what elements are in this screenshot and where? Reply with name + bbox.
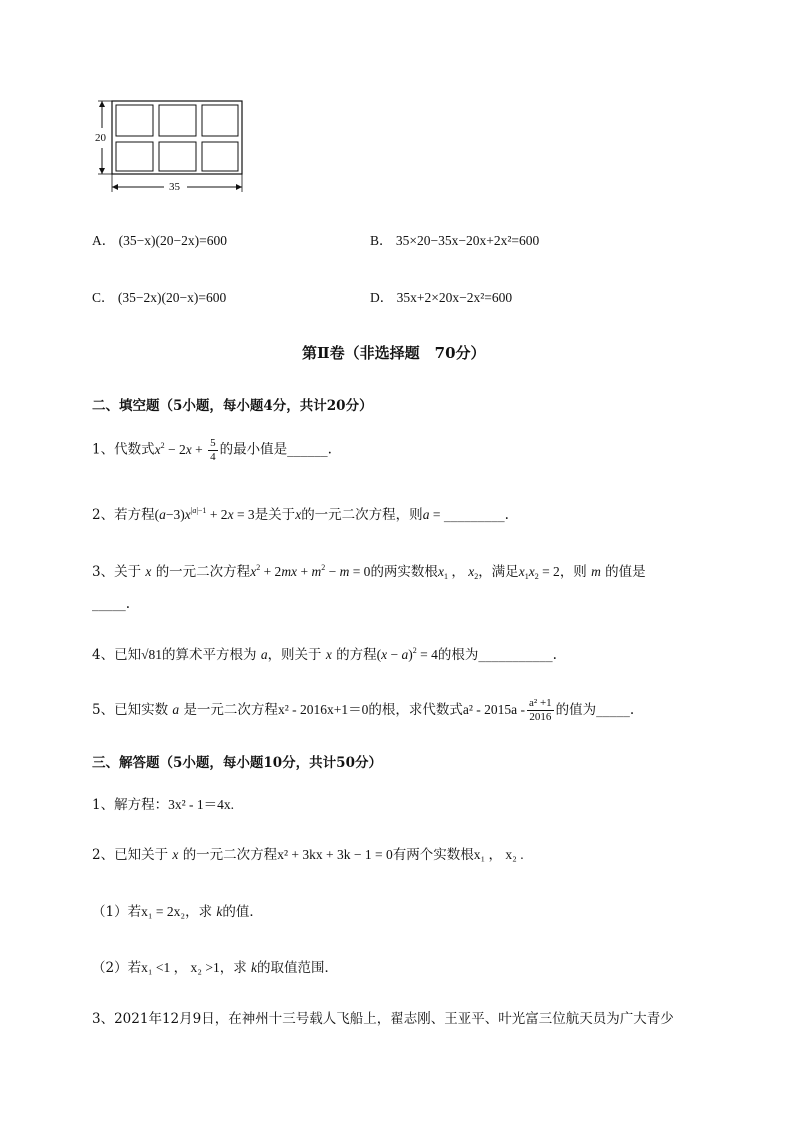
solve-q2-part2-k: k: [251, 960, 258, 975]
solve-q2: 2、已知关于 x 的一元二次方程x² + 3kx + 3k − 1 = 0有两个实数根x₁ ， x₂ .: [92, 847, 524, 863]
solve-q1: [92, 793, 234, 813]
option-a-expr: (35−x)(20−2x)=600: [118, 233, 227, 248]
section3-heading: 三、解答题（5小题，每小题10分，共计50分）: [92, 755, 382, 771]
figure-height-label: 20: [95, 132, 106, 144]
fill-q5-end: .: [629, 702, 635, 718]
fill-q4-mid3: 的方程: [336, 647, 377, 663]
fill-q5-mid: 是一元二次方程: [183, 702, 278, 718]
option-d-expr: 35x+2×20x−2x²=600: [396, 290, 513, 305]
solve-q2-part1-mid: ，求: [185, 904, 213, 920]
fill-q3-mid3: ，满足: [478, 564, 519, 580]
fill-q3-mid: 的一元二次方程: [155, 564, 251, 580]
fill-q2-prefix: 2、若方程: [92, 507, 155, 523]
solve-q2-part1-cond: x₁ = 2x₂: [141, 904, 186, 919]
solve-q2-mid: 的一元二次方程: [182, 847, 278, 863]
fill-q1-suffix: 的最小值是: [219, 441, 288, 458]
fill-q3-mid4: ，则: [559, 564, 587, 580]
fill-q3-end: .: [125, 596, 131, 612]
fill-q2: [92, 503, 509, 523]
option-a[interactable]: [92, 229, 227, 249]
fill-q3-equation: $x^2 + 2mx + m^2 - m = 0$: [250, 563, 371, 579]
solve-q2-part2-end: 的取值范围．: [257, 960, 339, 976]
solve-q1-equation: 3x² - 1＝4x.: [168, 797, 235, 812]
option-a-letter: A．: [92, 233, 116, 248]
fill-q5-mid2: 的根，求代数式: [368, 702, 463, 718]
fill-q3-cond: $x_1x_2 = 2$: [518, 564, 560, 581]
option-b-expr: 35×20−35x−20x+2x²=600: [395, 233, 540, 248]
fill-q2-equation: $(a-3)x^{|a|-1} + 2x = 3$: [154, 506, 255, 522]
solve-q2-part2-cond: x₁ <1 ， x₂ >1: [141, 960, 220, 975]
solve-q2-part1-prefix: （1）若: [92, 904, 142, 920]
fill-q4: 4、已知√81的算术平方根为 a，则关于 x 的方程$(x - a)^2 = 4$的根为___________.: [92, 646, 557, 663]
solve-q2-mid2: 有两个实数根: [392, 847, 474, 863]
fill-q2-mid: 是关于: [254, 507, 296, 523]
fill-q5-fraction: $\frac{\text{a² +1}}{2016}$: [529, 697, 552, 723]
fill-q1-prefix: 1、代数式: [92, 441, 155, 458]
solve-q2-part1: [92, 900, 263, 920]
fill-q2-a-eq: a =: [422, 507, 444, 522]
solve-q2-part1-end: 的值．: [222, 904, 263, 920]
solve-q3: 3、2021年12月9日，在神州十三号载人飞船上，翟志刚、王亚平、叶光富三位航天员为广大青少: [92, 1011, 674, 1027]
fill-q3-mid5: 的值是: [605, 564, 646, 580]
solve-q2-part1-k: k: [216, 904, 223, 919]
fill-q2-blank[interactable]: _________: [443, 507, 505, 523]
fill-q1: [92, 437, 332, 464]
part2-title: 第Ⅱ卷（非选择题 70分）: [302, 344, 486, 362]
fill-q5: 5、已知实数 a 是一元二次方程x² - 2016x+1＝0的根，求代数式a² - 2015a - $\frac{\text{a² +1}}{2016}$ 的值为_____.: [92, 697, 635, 723]
option-d[interactable]: [370, 286, 512, 306]
section2-heading: 二、填空题（5小题，每小题4分，共计20分）: [92, 398, 373, 414]
fill-q2-end: .: [504, 507, 509, 523]
fill-q4-mid4: 的根为: [437, 647, 479, 663]
solve-q1-prefix: 1、解方程：: [92, 797, 169, 813]
fill-q1-end: .: [327, 441, 332, 458]
fill-q4-end: .: [552, 647, 557, 663]
option-b[interactable]: [370, 229, 539, 249]
fill-q3: 3、关于 x 的一元二次方程$x^2 + 2mx + m^2 - m = 0$的两实数根$x_1$ ， $x_2$，满足$x_1x_2 = 2$，则 m 的值是: [92, 563, 646, 581]
fill-q3-blank[interactable]: _____: [92, 596, 126, 612]
fill-q4-equation: $(x - a)^2 = 4$: [376, 646, 438, 662]
fill-q3-mid2: 的两实数根: [370, 564, 438, 580]
solve-q2-part2: [92, 956, 338, 976]
fill-q5-eq: x² - 2016x+1＝0: [277, 702, 369, 717]
option-c-letter: C．: [92, 290, 115, 305]
fill-q5-blank[interactable]: _____: [596, 702, 630, 718]
fill-q3-prefix: 3、关于: [92, 564, 142, 580]
option-d-letter: D．: [370, 290, 394, 305]
fill-q1-expr: $x^2 - 2x$ + $\frac{5}{4}$: [154, 437, 216, 463]
fill-q4-blank[interactable]: ___________: [478, 647, 553, 663]
fill-q3-answer: [92, 596, 130, 612]
option-b-letter: B．: [370, 233, 393, 248]
fill-q4-prefix: 4、已知: [92, 647, 142, 663]
fill-q1-blank[interactable]: ______: [287, 441, 328, 458]
fill-q4-mid2: ，则关于: [267, 647, 322, 663]
solve-q2-roots: x₁ ， x₂ .: [473, 847, 524, 862]
fill-q5-prefix: 5、已知实数: [92, 702, 169, 718]
figure-width-label: 35: [169, 181, 180, 193]
fill-q5-mid3: 的值为: [555, 702, 597, 718]
fill-q5-expr: a² - 2015a -: [462, 702, 526, 717]
solve-q2-prefix: 2、已知关于: [92, 847, 169, 863]
fill-q4-mid: 的算术平方根为: [162, 647, 257, 663]
fill-q4-sqrt: √81: [141, 647, 163, 662]
option-c-expr: (35−2x)(20−x)=600: [117, 290, 227, 305]
fill-q2-mid2: 的一元二次方程，则: [301, 507, 423, 523]
solve-q2-equation: x² + 3kx + 3k − 1 = 0: [277, 847, 393, 862]
solve-q2-part2-mid: ，求: [219, 960, 247, 976]
fill-q3-roots: $x_1$ ， $x_2$: [437, 564, 479, 581]
fill-q2-var: x: [295, 507, 302, 522]
solve-q2-part2-prefix: （2）若: [92, 960, 142, 976]
option-c[interactable]: [92, 286, 226, 306]
